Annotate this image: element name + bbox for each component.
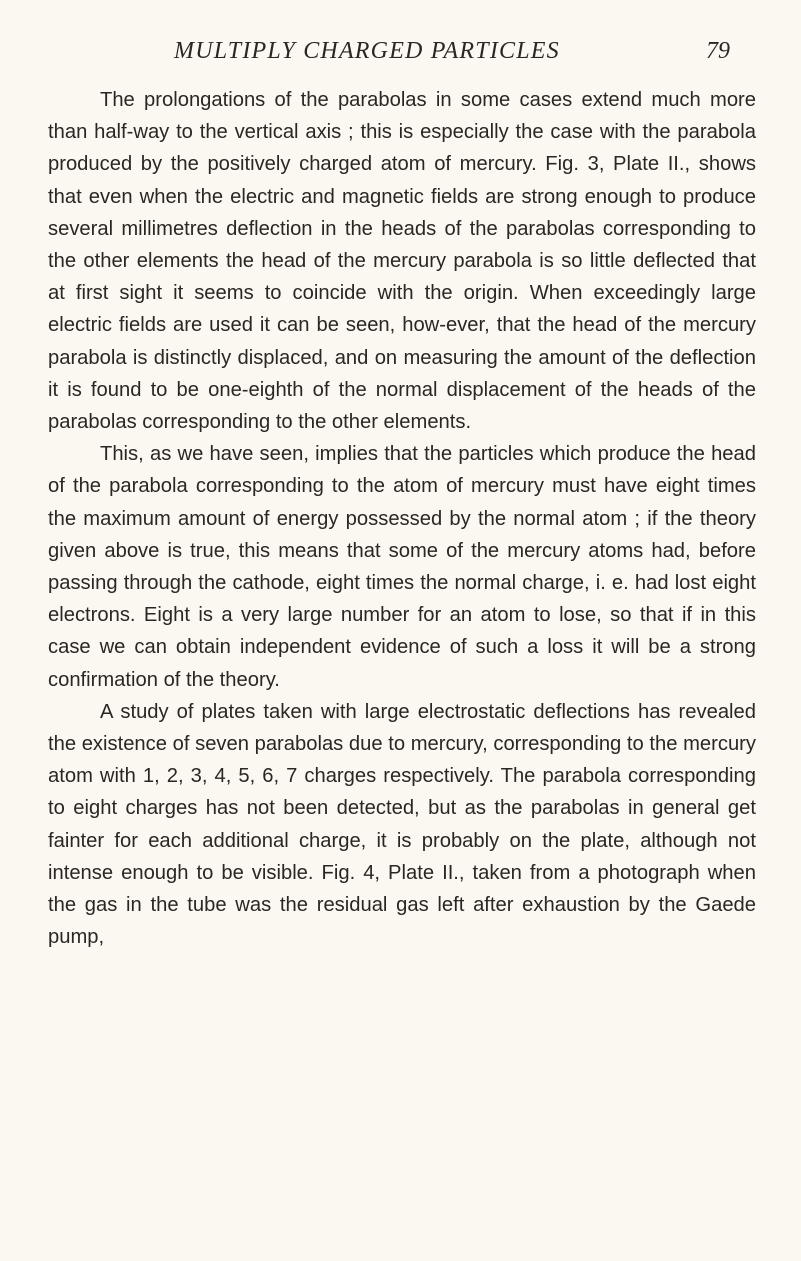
running-head <box>174 38 730 70</box>
paragraph: A study of plates taken with large electrostatic deflections has revealed the existence of seven parabolas due to mercury, corresponding to the mercury atom with 1, 2, 3, 4, 5, 6, 7 charges respectively. The parabola corresponding to eight charges has not been detected, but as the parabolas in general get fainter for each additional charge, it is probably on the plate, although not intense enough to be visible. Fig. 4, Plate II., taken from a photograph when the gas in the tube was the residual gas left after exhaustion by the Gaede pump, <box>48 700 756 949</box>
body-text <box>48 84 756 953</box>
paragraph: The prolongations of the parabolas in some cases extend much more than half-way to the vertical axis ; this is especially the case with the parabola produced by the positively charged atom of mercury. Fig. 3, Plate II., shows that even when the electric and magnetic fields are strong enough to produce several millimetres deflection in the heads of the parabolas corresponding to the other elements the head of the mercury parabola is so little deflected that at first sight it seems to coincide with the origin. When exceedingly large electric fields are used it can be seen, how-ever, that the head of the mercury parabola is distinctly displaced, and on measuring the amount of the deflection it is found to be one-eighth of the normal displacement of the heads of the parabolas corresponding to the other elements. <box>48 89 756 434</box>
running-title: MULTIPLY CHARGED PARTICLES <box>174 38 560 64</box>
page-number: 79 <box>706 38 730 64</box>
paragraph: This, as we have seen, implies that the particles which produce the head of the parabola corresponding to the atom of mercury must have eight times the maximum amount of energy possessed by the normal atom ; if the theory given above is true, this means that some of the mercury atoms had, before passing through the cathode, eight times the normal charge, i. e. had lost eight electrons. Eight is a very large number for an atom to lose, so that if in this case we can obtain independent evidence of such a loss it will be a strong confirmation of the theory. <box>48 443 756 691</box>
